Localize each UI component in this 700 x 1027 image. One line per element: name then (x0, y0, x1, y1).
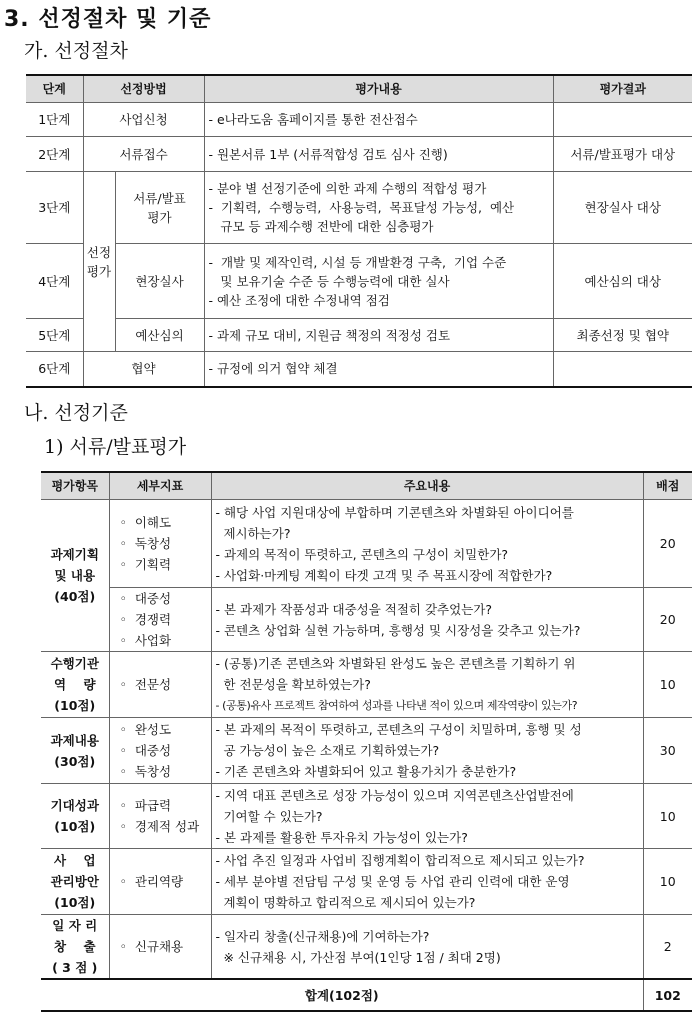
score-cell: 10 (643, 652, 692, 718)
step-cell: 2단계 (26, 137, 83, 172)
procedure-row (26, 137, 692, 172)
indicator-cell: ◦ 파급력 ◦ 경제적 성과 (109, 784, 211, 849)
content-cell: - e나라도움 홈페이지를 통한 전산접수 (204, 103, 553, 137)
method-cell: 예산심의 (115, 319, 204, 352)
document-evaluation-title: 1) 서류/발표평가 (44, 436, 187, 458)
procedure-header-row (26, 75, 692, 103)
procedure-row (26, 319, 692, 352)
content-cell: - 개발 및 제작인력, 시설 등 개발환경 구축, 기업 수준 및 보유기술 수준 등 수행능력에 대한 실사 - 예산 조정에 대한 수정내역 점검 (204, 244, 553, 319)
result-cell (553, 103, 692, 137)
indicator-cell: ◦ 전문성 (109, 652, 211, 718)
method-cell: 서류/발표 평가 (115, 172, 204, 244)
score-cell: 10 (643, 784, 692, 849)
result-cell: 최종선정 및 협약 (553, 319, 692, 352)
indicator-cell: ◦ 신규채용 (109, 915, 211, 980)
item-cell: 일 자 리 창 출 ( 3 점 ) (41, 915, 109, 980)
criteria-row (41, 588, 692, 652)
criteria-row (41, 784, 692, 849)
header-result: 평가결과 (553, 75, 692, 103)
score-cell: 10 (643, 849, 692, 915)
item-cell: 과제기획 및 내용 (40점) (41, 500, 109, 652)
indicator-cell: ◦ 대중성 ◦ 경쟁력 ◦ 사업화 (109, 588, 211, 652)
procedure-row (26, 103, 692, 137)
content-cell: - 원본서류 1부 (서류적합성 검토 심사 진행) (204, 137, 553, 172)
step-cell: 3단계 (26, 172, 83, 244)
method-cell: 협약 (83, 352, 204, 387)
procedure-row (26, 172, 692, 244)
main-content-cell: - 일자리 창출(신규채용)에 기여하는가? ※ 신규채용 시, 가산점 부여(1인당 1점 / 최대 2명) (211, 915, 643, 980)
step-cell: 6단계 (26, 352, 83, 387)
header-step: 단계 (26, 75, 83, 103)
procedure-row (26, 352, 692, 387)
indicator-cell: ◦ 관리역량 (109, 849, 211, 915)
total-row (41, 979, 692, 1011)
content-cell: - 과제 규모 대비, 지원금 책정의 적정성 검토 (204, 319, 553, 352)
step-cell: 1단계 (26, 103, 83, 137)
section-title: 3. 선정절차 및 기준 (4, 7, 212, 32)
item-cell: 사 업 관리방안 (10점) (41, 849, 109, 915)
step-cell: 5단계 (26, 319, 83, 352)
header-content: 평가내용 (204, 75, 553, 103)
result-cell (553, 352, 692, 387)
header-item: 평가항목 (41, 472, 109, 500)
total-label: 합계(102점) (41, 979, 643, 1011)
score-cell: 20 (643, 588, 692, 652)
result-cell: 예산심의 대상 (553, 244, 692, 319)
indicator-cell: ◦ 이해도 ◦ 독창성 ◦ 기획력 (109, 500, 211, 588)
main-content-cell: - (공통)기존 콘텐츠와 차별화된 완성도 높은 콘텐츠를 기획하기 위 한 전문성을 확보하였는가? - (공통)유사 프로젝트 참여하여 성과를 나타낸 적이 있으며 제작역량이 있는가? (211, 652, 643, 718)
header-score: 배점 (643, 472, 692, 500)
criteria-row (41, 915, 692, 980)
step-cell: 4단계 (26, 244, 83, 319)
method-cell: 사업신청 (83, 103, 204, 137)
header-indicator: 세부지표 (109, 472, 211, 500)
group-label-cell: 선정 평가 (83, 172, 115, 352)
criteria-row (41, 849, 692, 915)
criteria-row (41, 718, 692, 784)
criteria-header-row (41, 472, 692, 500)
subsection-criteria-title: 나. 선정기준 (24, 402, 128, 424)
criteria-row (41, 652, 692, 718)
subsection-procedure-title: 가. 선정절차 (24, 40, 128, 62)
criteria-table (41, 471, 692, 1012)
main-content-cell: - 본 과제가 작품성과 대중성을 적절히 갖추었는가? - 콘텐츠 상업화 실현 가능하며, 흥행성 및 시장성을 갖추고 있는가? (211, 588, 643, 652)
content-cell: - 규정에 의거 협약 체결 (204, 352, 553, 387)
criteria-row (41, 500, 692, 588)
method-cell: 서류접수 (83, 137, 204, 172)
item-cell: 기대성과 (10점) (41, 784, 109, 849)
main-content-cell: - 해당 사업 지원대상에 부합하며 기콘텐츠와 차별화된 아이디어를 제시하는가? - 과제의 목적이 뚜렷하고, 콘텐츠의 구성이 치밀한가? - 사업화·마케팅 계획이 타겟 고객 및 주 목표시장에 적합한가? (211, 500, 643, 588)
main-content-cell: - 지역 대표 콘텐츠로 성장 가능성이 있으며 지역콘텐츠산업발전에 기여할 수 있는가? - 본 과제를 활용한 투자유치 가능성이 있는가? (211, 784, 643, 849)
header-method: 선정방법 (83, 75, 204, 103)
content-cell: - 분야 별 선정기준에 의한 과제 수행의 적합성 평가 - 기획력, 수행능력, 사용능력, 목표달성 가능성, 예산 규모 등 과제수행 전반에 대한 심층평가 (204, 172, 553, 244)
main-content-cell: - 사업 추진 일정과 사업비 집행계획이 합리적으로 제시되고 있는가? - 세부 분야별 전담팀 구성 및 운영 등 사업 관리 인력에 대한 운영 계획이 명확하고 합리적으로 제시되어 있는가? (211, 849, 643, 915)
method-cell: 현장실사 (115, 244, 204, 319)
item-cell: 과제내용 (30점) (41, 718, 109, 784)
score-cell: 30 (643, 718, 692, 784)
score-cell: 2 (643, 915, 692, 980)
score-cell: 20 (643, 500, 692, 588)
item-cell: 수행기관 역 량 (10점) (41, 652, 109, 718)
result-cell: 서류/발표평가 대상 (553, 137, 692, 172)
indicator-cell: ◦ 완성도 ◦ 대중성 ◦ 독창성 (109, 718, 211, 784)
result-cell: 현장실사 대상 (553, 172, 692, 244)
main-content-cell: - 본 과제의 목적이 뚜렷하고, 콘텐츠의 구성이 치밀하며, 흥행 및 성 공 가능성이 높은 소재로 기획하였는가? - 기존 콘텐츠와 차별화되어 있고 활용가치가 충분한가? (211, 718, 643, 784)
header-main-content: 주요내용 (211, 472, 643, 500)
procedure-row (26, 244, 692, 319)
total-score: 102 (643, 979, 692, 1011)
procedure-table (26, 74, 692, 388)
